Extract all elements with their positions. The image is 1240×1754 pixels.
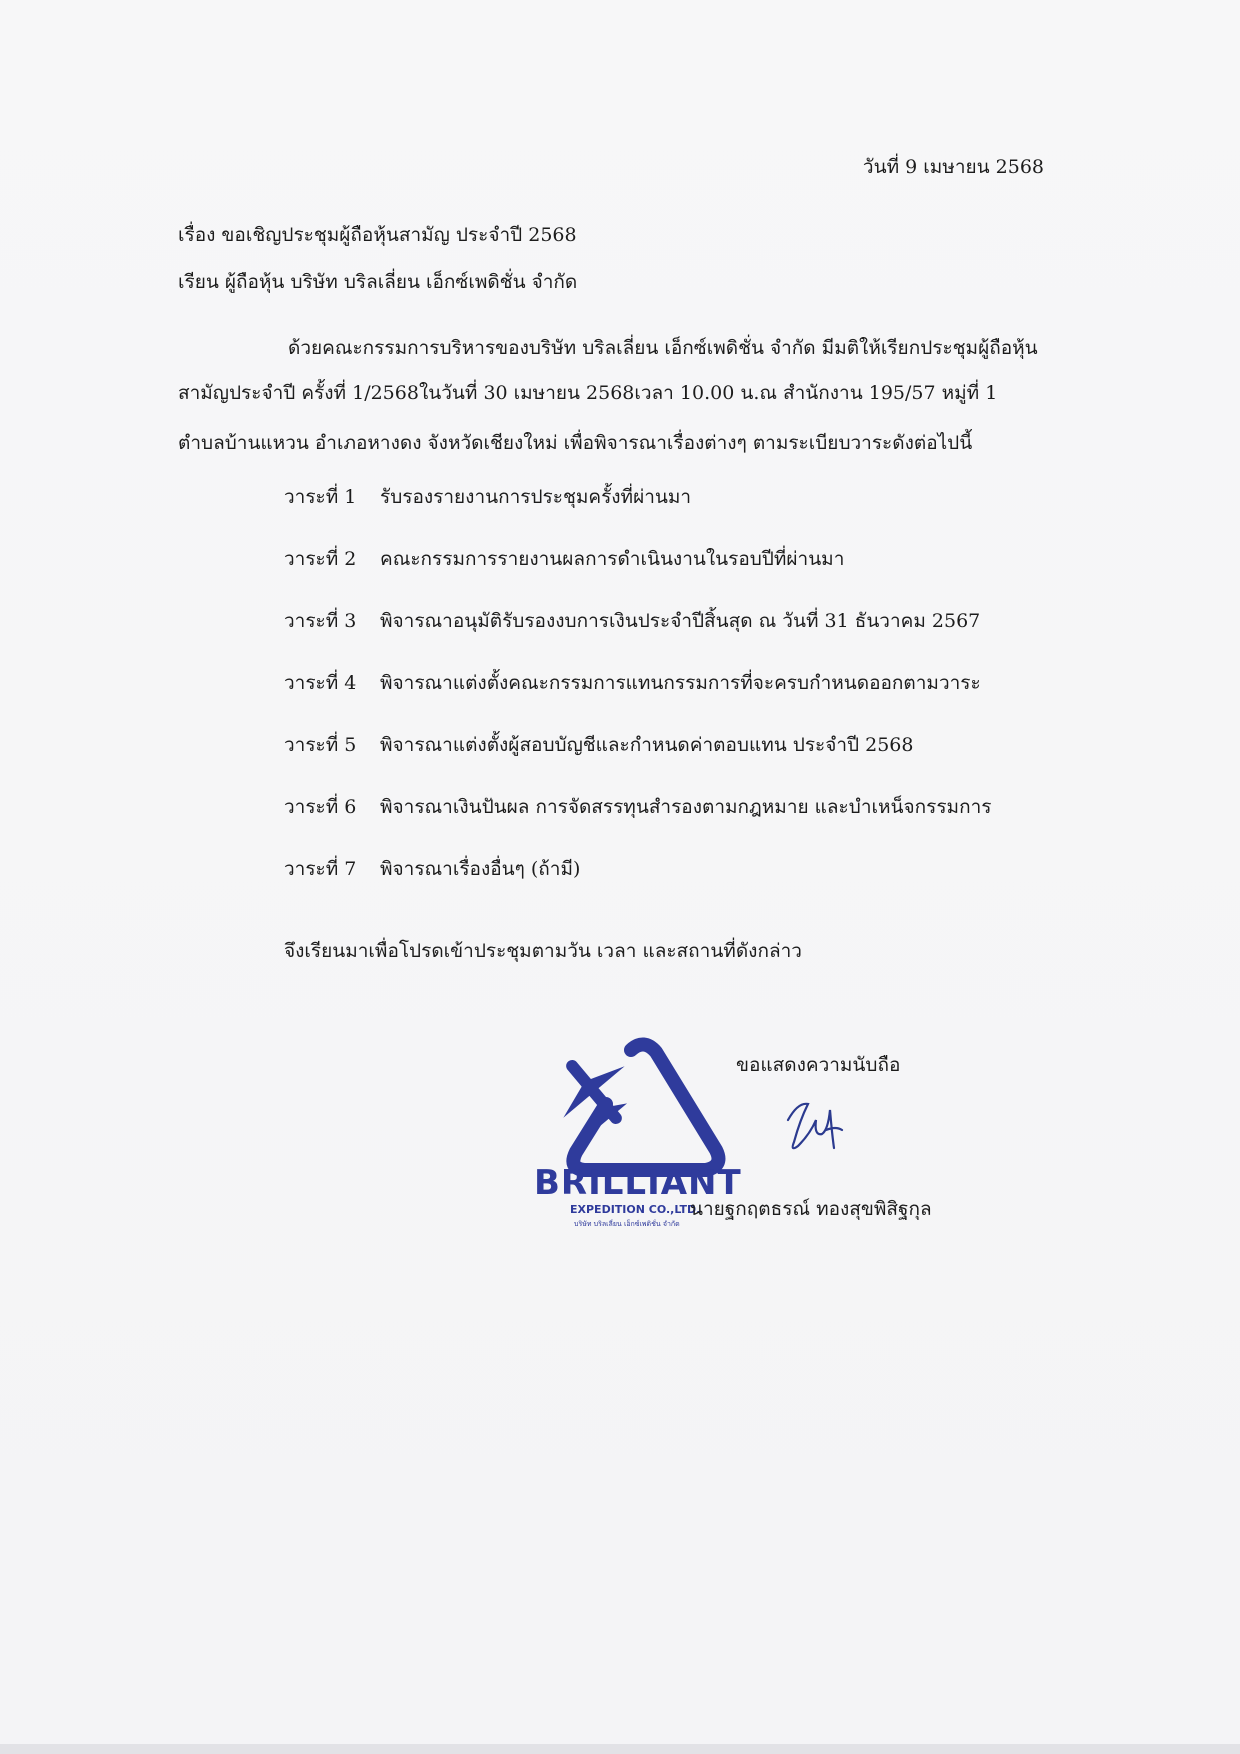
agenda-number: วาระที่ 6 xyxy=(284,796,357,818)
regards-text: ขอแสดงความนับถือ xyxy=(736,1054,901,1076)
agenda-text: พิจารณาเงินปันผล การจัดสรรทุนสำรองตามกฎหมาย และบำเหน็จกรรมการ xyxy=(380,796,992,818)
letter-recipient: เรียน ผู้ถือหุ้น บริษัท บริลเลี่ยน เอ็กซ์เพดิชั่น จำกัด xyxy=(178,271,578,293)
stamp-subtitle: EXPEDITION CO.,LTD. xyxy=(570,1203,701,1216)
agenda-number: วาระที่ 3 xyxy=(284,610,357,632)
agenda-item xyxy=(284,670,981,696)
stamp-thai-name: บริษัท บริลเลี่ยน เอ็กซ์เพดิชั่น จำกัด xyxy=(574,1220,680,1228)
signature-icon xyxy=(780,1090,850,1160)
agenda-item xyxy=(284,732,913,758)
agenda-item xyxy=(284,608,980,634)
letter-date: วันที่ 9 เมษายน 2568 xyxy=(862,156,1044,178)
letter-subject: เรื่อง ขอเชิญประชุมผู้ถือหุ้นสามัญ ประจำปี 2568 xyxy=(178,224,577,246)
agenda-number: วาระที่ 4 xyxy=(284,672,357,694)
scan-edge xyxy=(0,1744,1240,1754)
agenda-item xyxy=(284,856,580,882)
closing-text: จึงเรียนมาเพื่อโปรดเข้าประชุมตามวัน เวลา และสถานที่ดังกล่าว xyxy=(284,940,802,962)
agenda-number: วาระที่ 7 xyxy=(284,858,357,880)
signer-name: นายฐกฤตธรณ์ ทองสุขพิสิฐกุล xyxy=(690,1198,932,1220)
agenda-text: พิจารณาแต่งตั้งคณะกรรมการแทนกรรมการที่จะครบกำหนดออกตามวาระ xyxy=(380,672,981,694)
agenda-item xyxy=(284,794,991,820)
agenda-text: คณะกรรมการรายงานผลการดำเนินงานในรอบปีที่ผ่านมา xyxy=(380,548,845,570)
agenda-item xyxy=(284,484,691,510)
stamp-brand: BRILLIANT xyxy=(534,1163,742,1203)
body-line-2: สามัญประจำปี ครั้งที่ 1/2568ในวันที่ 30 เมษายน 2568เวลา 10.00 น.ณ สำนักงาน 195/57 หมู่ที่ 1 xyxy=(178,382,998,404)
agenda-number: วาระที่ 2 xyxy=(284,548,357,570)
agenda-text: พิจารณาอนุมัติรับรองงบการเงินประจำปีสิ้นสุด ณ วันที่ 31 ธันวาคม 2567 xyxy=(380,610,981,632)
agenda-text: พิจารณาเรื่องอื่นๆ (ถ้ามี) xyxy=(380,858,581,880)
agenda-text: พิจารณาแต่งตั้งผู้สอบบัญชีและกำหนดค่าตอบแทน ประจำปี 2568 xyxy=(380,734,914,756)
body-line-1: ด้วยคณะกรรมการบริหารของบริษัท บริลเลี่ยน เอ็กซ์เพดิชั่น จำกัด มีมติให้เรียกประชุมผู้ถือหุ้น xyxy=(288,337,1038,359)
agenda-number: วาระที่ 1 xyxy=(284,486,357,508)
agenda-number: วาระที่ 5 xyxy=(284,734,357,756)
body-line-3: ตำบลบ้านแหวน อำเภอหางดง จังหวัดเชียงใหม่ เพื่อพิจารณาเรื่องต่างๆ ตามระเบียบวาระดังต่อไปนี้ xyxy=(178,432,973,454)
agenda-item xyxy=(284,546,844,572)
agenda-text: รับรองรายงานการประชุมครั้งที่ผ่านมา xyxy=(380,486,692,508)
